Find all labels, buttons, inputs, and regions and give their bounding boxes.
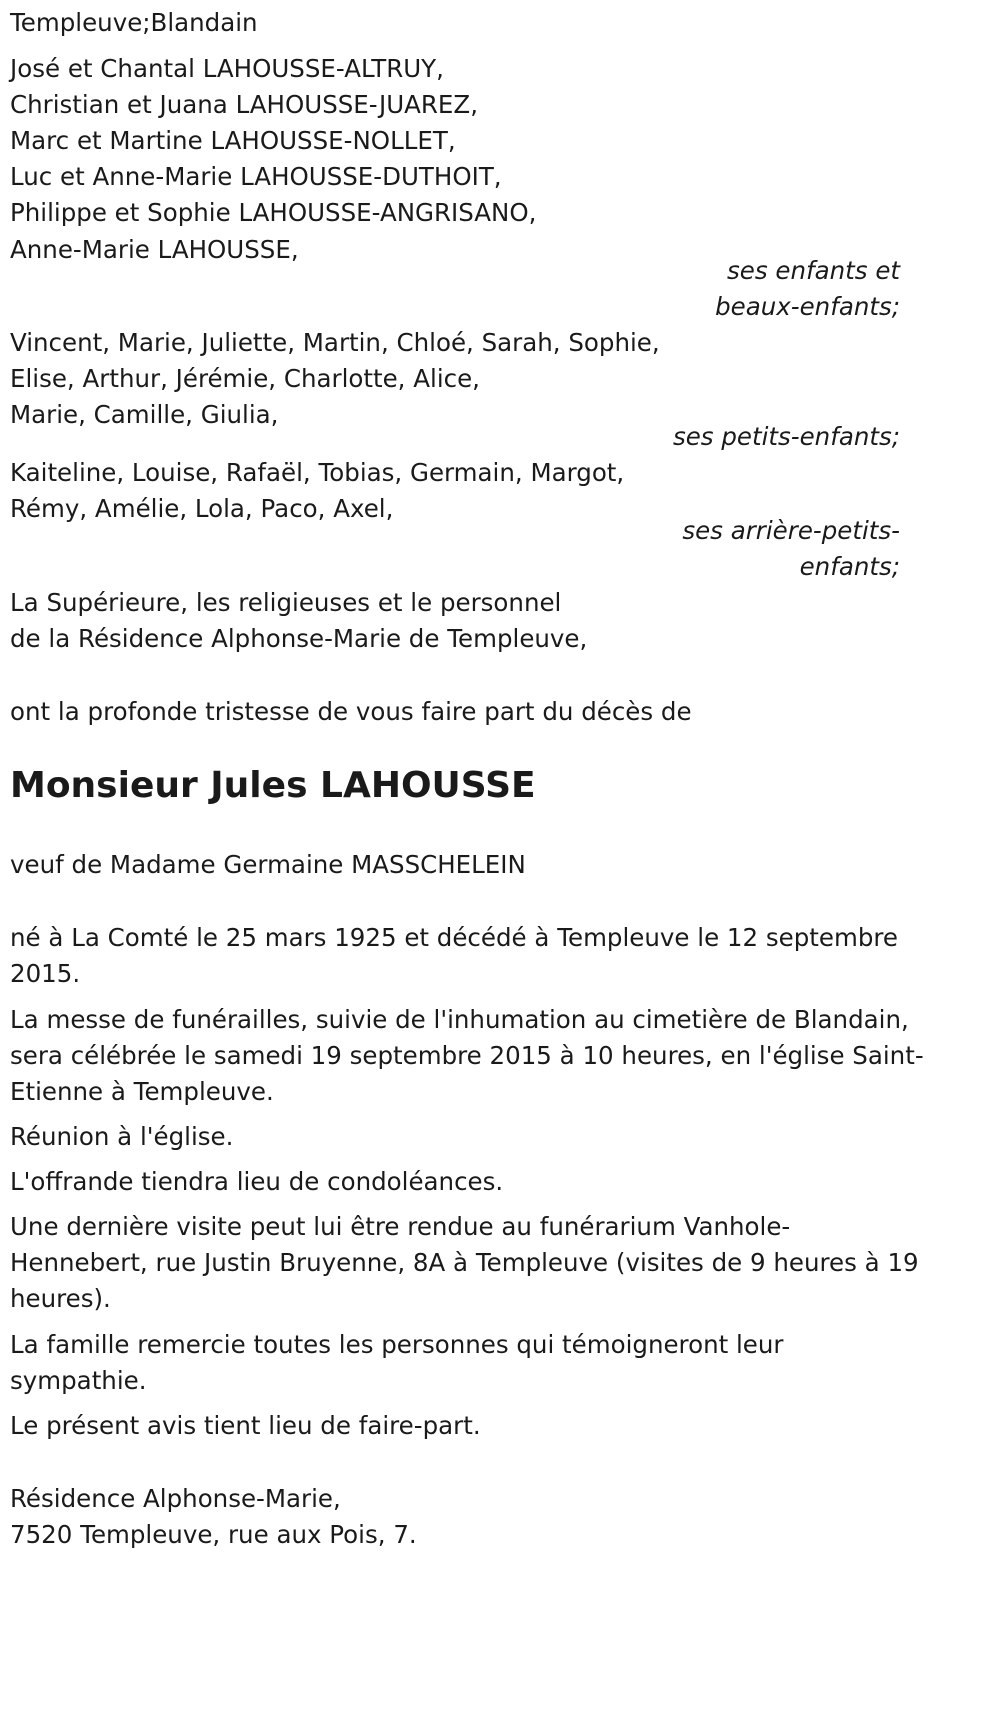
child-line: Anne-Marie LAHOUSSE, xyxy=(10,235,299,264)
funeral-line: Etienne à Templeuve. xyxy=(10,1077,274,1106)
child-line: Luc et Anne-Marie LAHOUSSE-DUTHOIT, xyxy=(10,162,502,191)
offering-info: L'offrande tiendra lieu de condoléances. xyxy=(10,1167,504,1196)
institution-line: La Supérieure, les religieuses et le personnel xyxy=(10,588,562,617)
deceased-name: Monsieur Jules LAHOUSSE xyxy=(10,765,536,806)
grandchildren-label: ses petits-enfants; xyxy=(672,422,900,451)
grandchild-line: Vincent, Marie, Juliette, Martin, Chloé, Sarah, Sophie, xyxy=(10,328,660,357)
child-line: Philippe et Sophie LAHOUSSE-ANGRISANO, xyxy=(10,198,537,227)
announcement: ont la profonde tristesse de vous faire part du décès de xyxy=(10,697,692,726)
institution-line: de la Résidence Alphonse-Marie de Templeuve, xyxy=(10,624,588,653)
address-line: Résidence Alphonse-Marie, xyxy=(10,1484,341,1513)
meeting-info: Réunion à l'église. xyxy=(10,1122,234,1151)
child-line: Christian et Juana LAHOUSSE-JUAREZ, xyxy=(10,90,478,119)
grandchild-line: Marie, Camille, Giulia, xyxy=(10,400,279,429)
children-label: beaux-enfants; xyxy=(715,292,900,321)
child-line: Marc et Martine LAHOUSSE-NOLLET, xyxy=(10,126,456,155)
children-label: ses enfants et xyxy=(727,256,900,285)
child-line: José et Chantal LAHOUSSE-ALTRUY, xyxy=(10,54,444,83)
header-location: Templeuve;Blandain xyxy=(10,8,258,37)
thanks-line: sympathie. xyxy=(10,1366,147,1395)
widower-of: veuf de Madame Germaine MASSCHELEIN xyxy=(10,850,526,879)
birth-death-line: né à La Comté le 25 mars 1925 et décédé à Templeuve le 12 septembre xyxy=(10,923,898,952)
funeral-line: La messe de funérailles, suivie de l'inhumation au cimetière de Blandain, xyxy=(10,1005,909,1034)
funeral-line: sera célébrée le samedi 19 septembre 2015 à 10 heures, en l'église Saint- xyxy=(10,1041,924,1070)
great-grandchildren-label: ses arrière-petits- xyxy=(682,516,900,545)
thanks-line: La famille remercie toutes les personnes qui témoigneront leur xyxy=(10,1330,784,1359)
visit-line: Une dernière visite peut lui être rendue au funérarium Vanhole- xyxy=(10,1212,791,1241)
visit-line: heures). xyxy=(10,1284,111,1313)
notice-line: Le présent avis tient lieu de faire-part. xyxy=(10,1411,481,1440)
address-line: 7520 Templeuve, rue aux Pois, 7. xyxy=(10,1520,417,1549)
birth-death-line: 2015. xyxy=(10,959,81,988)
visit-line: Hennebert, rue Justin Bruyenne, 8A à Templeuve (visites de 9 heures à 19 xyxy=(10,1248,919,1277)
great-grandchild-line: Rémy, Amélie, Lola, Paco, Axel, xyxy=(10,494,394,523)
great-grandchildren-label: enfants; xyxy=(799,552,900,581)
great-grandchild-line: Kaiteline, Louise, Rafaël, Tobias, Germain, Margot, xyxy=(10,458,625,487)
grandchild-line: Elise, Arthur, Jérémie, Charlotte, Alice, xyxy=(10,364,480,393)
